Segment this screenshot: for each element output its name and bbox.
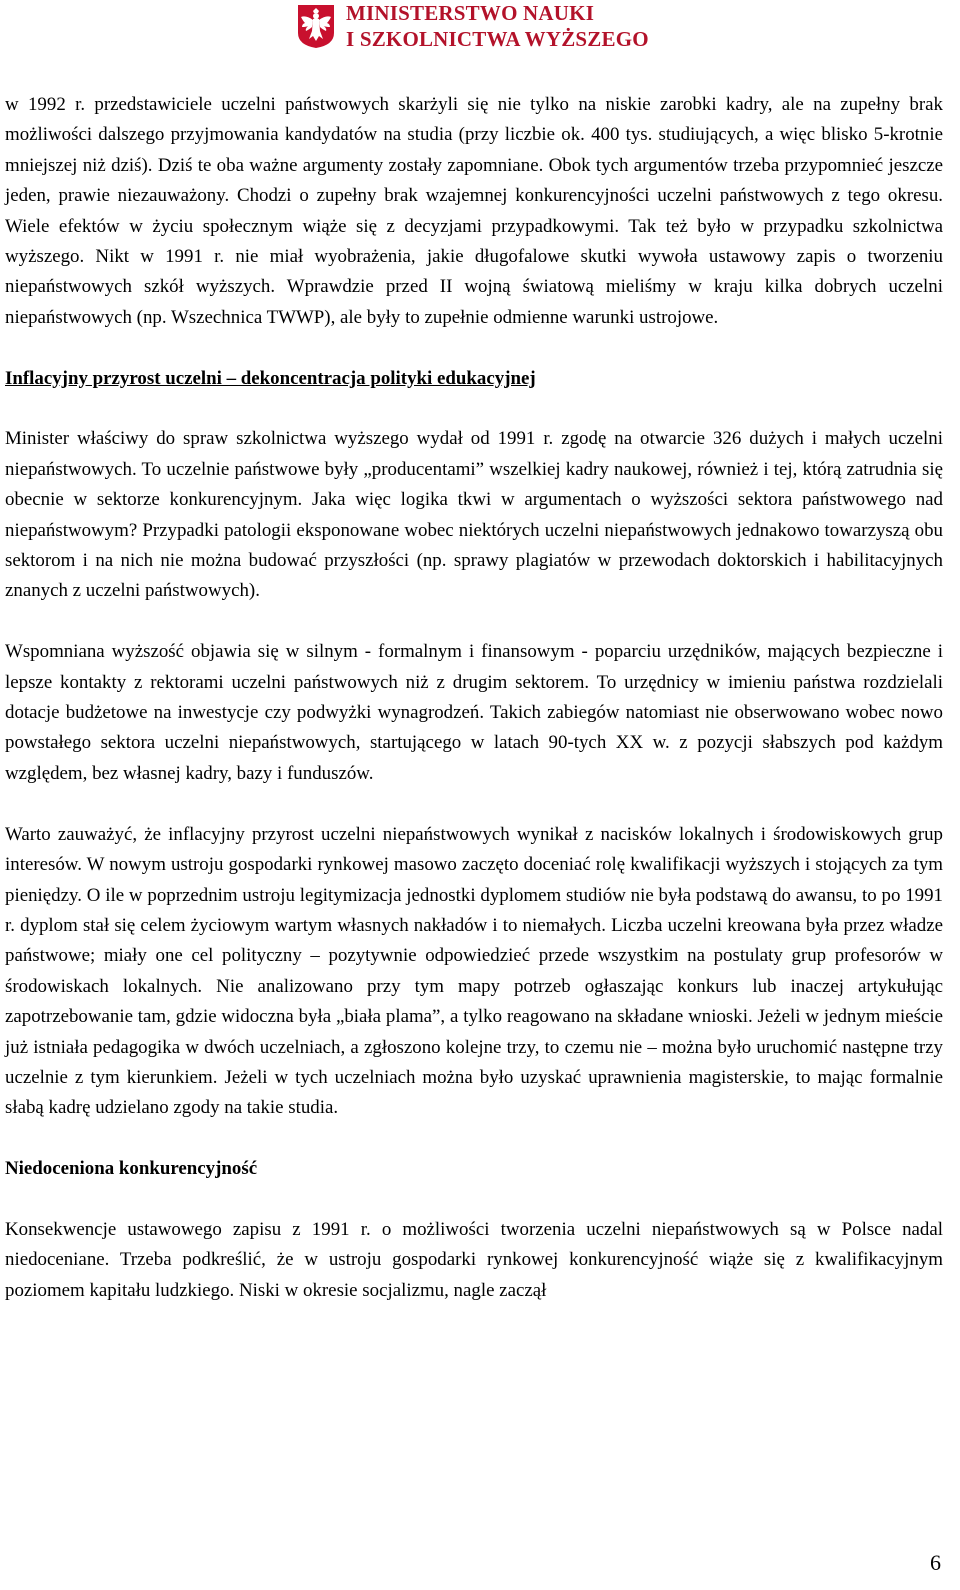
page-number: 6 bbox=[930, 1550, 941, 1575]
polish-eagle-icon bbox=[296, 3, 336, 49]
section-heading-competitiveness: Niedoceniona konkurencyjność bbox=[5, 1158, 258, 1180]
ministry-header bbox=[296, 2, 696, 50]
paragraph-1: w 1992 r. przedstawiciele uczelni państwowych skarżyli się nie tylko na niskie zarobki kadry, ale na zupełny brak możliwości dalszego przyjmowania kandydatów na studia (przy liczbie ok. 400 tys. studiujących, a więc blisko 5-krotnie mniejszej niż dziś). Dziś te oba ważne argumenty zostały zapomniane. Obok tych argumentów trzeba przypomnieć jeszcze jeden, prawie niezauważony. Chodzi o zupełny brak wzajemnej konkurencyjności uczelni państwowych z tego okresu. Wiele efektów w życiu społecznym wiąże się z decyzjami przypadkowymi. Tak też było w przypadku szkolnictwa wyższego. Nikt w 1991 r. nie miał wyobrażenia, jakie długofalowe skutki wywoła ustawowy zapis o tworzeniu niepaństwowych szkół wyższych. Wprawdzie przed II wojną światową mieliśmy w kraju kilka dobrych uczelni niepaństwowych (np. Wszechnica TWWP), ale były to zupełnie odmienne warunki ustrojowe. bbox=[5, 94, 943, 328]
document-body bbox=[5, 90, 943, 1306]
ministry-name-line1: MINISTERSTWO NAUKI bbox=[346, 1, 595, 25]
paragraph-5: Konsekwencje ustawowego zapisu z 1991 r. o możliwości tworzenia uczelni niepaństwowych są w Polsce nadal niedoceniane. Trzeba podkreślić, że w ustroju gospodarki rynkowej konkurencyjność wiąże się z kwalifikacyjnym poziomem kapitału ludzkiego. Niski w okresie socjalizmu, nagle zaczął bbox=[5, 1218, 943, 1301]
ministry-name-line2: I SZKOLNICTWA WYŻSZEGO bbox=[346, 27, 649, 51]
paragraph-3: Wspomniana wyższość objawia się w silnym - formalnym i finansowym - poparciu urzędników, mających bezpieczne i lepsze kontakty z rektorami uczelni państwowych niż z drugim sektorem. To urzędnicy w imieniu państwa rozdzielali dotacje budżetowe na inwestycje czy podwyżki wynagrodzeń. Takich zabiegów natomiast nie obserwowano wobec nowo powstałego sektora uczelni niepaństwowych, startującego w latach 90-tych XX w. z pozycji słabszych pod każdym względem, bez własnej kadry, bazy i funduszów. bbox=[5, 641, 943, 784]
ministry-name bbox=[346, 0, 649, 52]
section-heading-inflation: Inflacyjny przyrost uczelni – dekoncentracja polityki edukacyjnej bbox=[5, 367, 536, 389]
paragraph-4: Warto zauważyć, że inflacyjny przyrost uczelni niepaństwowych wynikał z nacisków lokalnych i środowiskowych grup interesów. W nowym ustroju gospodarki rynkowej masowo zaczęto doceniać rolę kwalifikacji wyższych i stojących za tym pieniędzy. O ile w poprzednim ustroju legitymizacja jednostki dyplomem studiów nie była podstawą do awansu, to po 1991 r. dyplom stał się celem życiowym wartym własnych nakładów i to niemałych. Liczba uczelni kreowana była przez władze państwowe; miały one cel polityczny – pozytywnie odpowiedzieć przede wszystkim na postulaty grup profesorów w środowiskach lokalnych. Nie analizowano przy tym mapy potrzeb ogłaszając konkurs lub inaczej artykułując zapotrzebowanie tam, gdzie widoczna była „biała plama”, a tylko reagowano na składane wnioski. Jeżeli w jednym mieście już istniała pedagogika w dwóch uczelniach, a zgłoszono kolejne trzy, to czemu nie – można było uruchomić następne trzy uczelnie z tym kierunkiem. Jeżeli w tych uczelniach można było uzyskać uprawnienia magisterskie, to mając formalnie słabą kadrę udzielano zgody na takie studia. bbox=[5, 823, 943, 1119]
paragraph-2: Minister właściwy do spraw szkolnictwa wyższego wydał od 1991 r. zgodę na otwarcie 326 dużych i małych uczelni niepaństwowych. To uczelnie państwowe były „producentami” wszelkiej kadry naukowej, również i tej, którą zatrudnia się obecnie w sektorze konkurencyjnym. Jaka więc logika tkwi w argumentach o wyższości sektora państwowego nad niepaństwowym? Przypadki patologii eksponowane wobec niektórych uczelni niepaństwowych jednakowo towarzyszą obu sektorom i na nich nie można budować przyszłości (np. sprawy plagiatów w przewodach doktorskich i habilitacyjnych znanych z uczelni państwowych). bbox=[5, 428, 943, 602]
